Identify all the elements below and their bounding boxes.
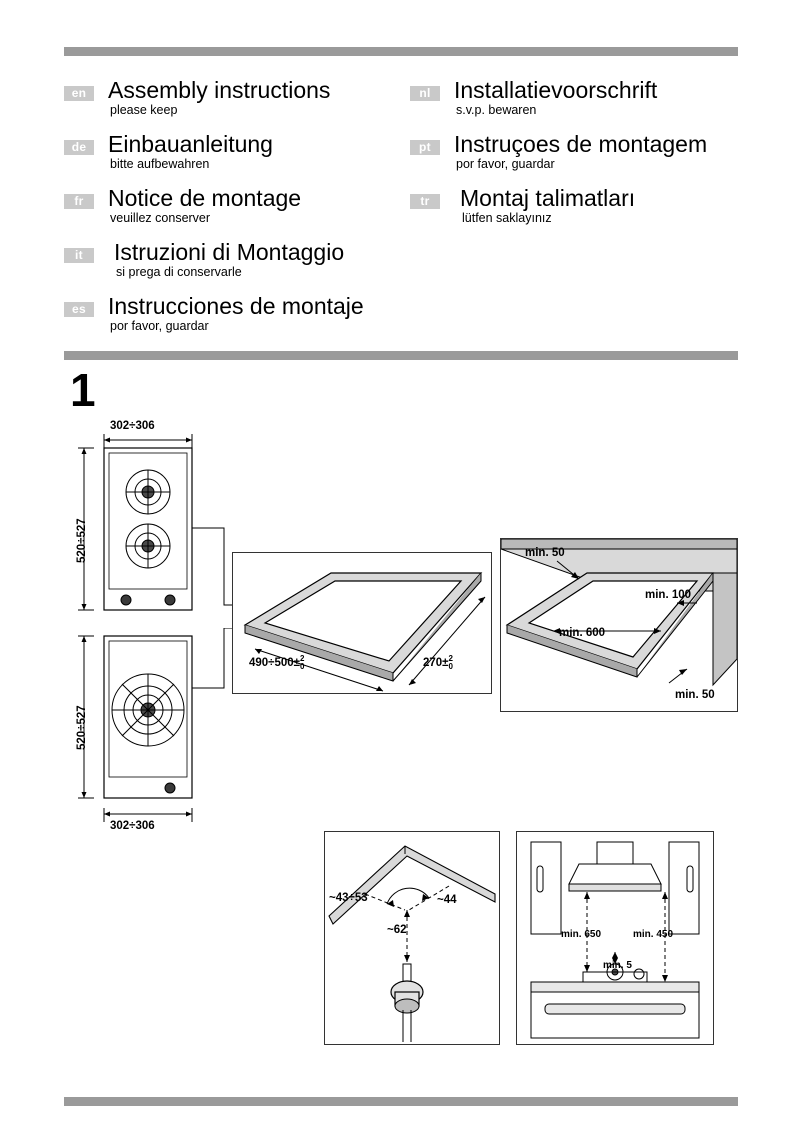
language-title-es: Instrucciones de montaje (108, 293, 364, 319)
top-divider (64, 47, 738, 56)
clearance-front-label: min. 50 (675, 689, 715, 701)
gas-connection-drawing (325, 832, 499, 1044)
language-subtitle-it: si prega di conservarle (116, 265, 242, 279)
hob-two-burner-height-label: 520÷527 (76, 518, 88, 563)
language-entry-nl (410, 78, 760, 124)
language-title-pt: Instruçoes de montagem (454, 131, 708, 157)
language-subtitle-nl: s.v.p. bewaren (456, 103, 537, 117)
corner-depth-label: ~62 (387, 924, 407, 936)
step-number: 1 (70, 364, 96, 416)
cutout-depth-tol-top: 2 (448, 654, 453, 663)
clearances-drawing (501, 539, 737, 711)
language-title-de: Einbauanleitung (108, 131, 273, 157)
language-entry-de (64, 132, 444, 178)
hood-min-450-label: min. 450 (633, 929, 674, 940)
figure-gas-connection-detail (324, 831, 500, 1045)
cutout-width-value: 490÷500± (249, 657, 300, 670)
figure-hood-clearance (516, 831, 714, 1045)
language-title-fr: Notice de montage (108, 185, 302, 211)
language-title-it: Istruzioni di Montaggio (114, 239, 345, 265)
language-subtitle-de: bitte aufbewahren (110, 157, 210, 171)
cutout-depth-tol-bottom: 0 (448, 662, 453, 671)
language-title-en: Assembly instructions (108, 77, 331, 103)
language-entry-en (64, 78, 444, 124)
cutout-depth-label (423, 655, 453, 671)
hood-min-650-label: min. 650 (561, 929, 602, 940)
corner-angle-right-label: ~44 (437, 894, 457, 906)
corner-angle-left-label: ~43÷53 (329, 892, 368, 904)
worktop-cutout-drawing (233, 553, 491, 693)
language-subtitle-es: por favor, guardar (110, 319, 209, 333)
figure-clearances (500, 538, 738, 712)
figure-worktop-cutout (232, 552, 492, 694)
language-subtitle-pt: por favor, guardar (456, 157, 555, 171)
cutout-width-tol-bottom: 0 (300, 662, 305, 671)
language-tag-tr: tr (410, 194, 440, 209)
language-tag-it: it (64, 248, 94, 263)
language-column-right (410, 78, 760, 240)
language-column-left (64, 78, 444, 348)
cutout-width-label (249, 655, 304, 671)
clearance-right-label: min. 100 (645, 589, 692, 601)
cutout-depth-value: 270± (423, 657, 449, 670)
language-title-nl: Installatievoorschrift (454, 77, 658, 103)
language-subtitle-en: please keep (110, 103, 178, 117)
hob-one-burner-width-label: 302÷306 (110, 820, 155, 832)
bottom-divider (64, 1097, 738, 1106)
language-entry-it (64, 240, 444, 286)
clearance-width-label: min. 600 (559, 627, 606, 639)
language-tag-fr: fr (64, 194, 94, 209)
language-tag-es: es (64, 302, 94, 317)
hob-one-burner-height-label: 520÷527 (76, 705, 88, 750)
language-entry-tr (410, 186, 760, 232)
clearance-back-label: min. 50 (525, 547, 565, 559)
language-tag-de: de (64, 140, 94, 155)
language-subtitle-fr: veuillez conserver (110, 211, 211, 225)
language-entry-pt (410, 132, 760, 178)
language-tag-en: en (64, 86, 94, 101)
language-tag-pt: pt (410, 140, 440, 155)
middle-divider (64, 351, 738, 360)
language-subtitle-tr: lütfen saklayınız (462, 211, 552, 225)
language-tag-nl: nl (410, 86, 440, 101)
cutout-width-tol-top: 2 (300, 654, 305, 663)
language-entry-es (64, 294, 444, 340)
hood-clearance-drawing (517, 832, 713, 1044)
language-entry-fr (64, 186, 444, 232)
hood-min-5-label: min. 5 (603, 960, 632, 971)
language-title-tr: Montaj talimatları (460, 185, 636, 211)
hob-two-burner-width-label: 302÷306 (110, 420, 155, 432)
